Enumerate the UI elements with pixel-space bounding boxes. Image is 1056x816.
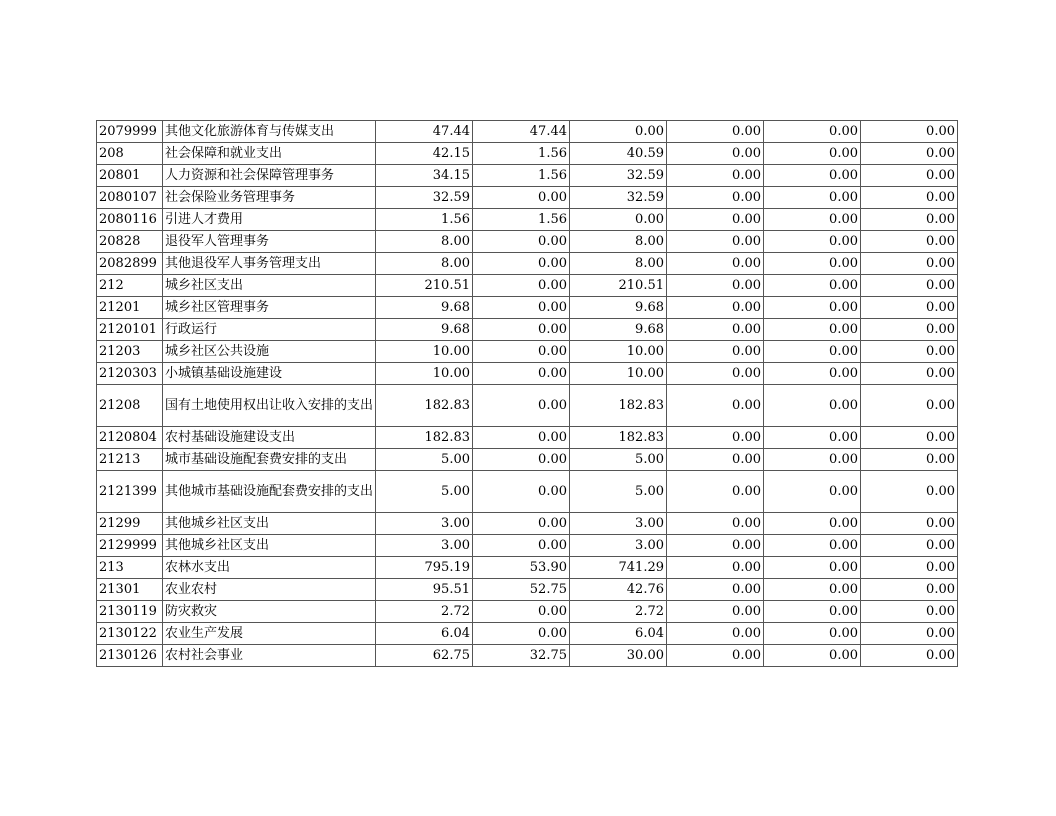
- amount-cell: 0.00: [764, 341, 861, 363]
- amount-cell: 0.00: [667, 253, 764, 275]
- subject-name-cell: 防灾救灾: [163, 601, 376, 623]
- amount-cell: 5.00: [376, 471, 473, 513]
- amount-cell: 0.00: [764, 601, 861, 623]
- budget-table: [96, 120, 958, 667]
- amount-cell: 47.44: [473, 121, 570, 143]
- amount-cell: 0.00: [667, 535, 764, 557]
- amount-cell: 0.00: [667, 121, 764, 143]
- amount-cell: 5.00: [570, 471, 667, 513]
- amount-cell: 0.00: [861, 385, 958, 427]
- subject-code-cell: 2120303: [97, 363, 163, 385]
- amount-cell: 2.72: [570, 601, 667, 623]
- amount-cell: 0.00: [861, 513, 958, 535]
- table-row: [97, 187, 958, 209]
- amount-cell: 0.00: [667, 209, 764, 231]
- amount-cell: 0.00: [764, 513, 861, 535]
- amount-cell: 182.83: [570, 385, 667, 427]
- amount-cell: 182.83: [376, 385, 473, 427]
- table-row: [97, 231, 958, 253]
- subject-code-cell: 2080107: [97, 187, 163, 209]
- amount-cell: 0.00: [764, 297, 861, 319]
- amount-cell: 0.00: [570, 209, 667, 231]
- subject-code-cell: 2130119: [97, 601, 163, 623]
- amount-cell: 8.00: [570, 231, 667, 253]
- amount-cell: 0.00: [764, 121, 861, 143]
- amount-cell: 34.15: [376, 165, 473, 187]
- subject-name-cell: 小城镇基础设施建设: [163, 363, 376, 385]
- amount-cell: 0.00: [667, 319, 764, 341]
- amount-cell: 62.75: [376, 645, 473, 667]
- table-row: [97, 143, 958, 165]
- amount-cell: 0.00: [861, 449, 958, 471]
- subject-name-cell: 其他城乡社区支出: [163, 513, 376, 535]
- amount-cell: 0.00: [667, 231, 764, 253]
- amount-cell: 0.00: [473, 601, 570, 623]
- amount-cell: 0.00: [667, 557, 764, 579]
- amount-cell: 6.04: [376, 623, 473, 645]
- subject-name-cell: 城乡社区公共设施: [163, 341, 376, 363]
- amount-cell: 8.00: [376, 231, 473, 253]
- amount-cell: 42.15: [376, 143, 473, 165]
- table-row: [97, 209, 958, 231]
- amount-cell: 0.00: [667, 275, 764, 297]
- amount-cell: 0.00: [764, 165, 861, 187]
- amount-cell: 30.00: [570, 645, 667, 667]
- amount-cell: 210.51: [570, 275, 667, 297]
- subject-code-cell: 208: [97, 143, 163, 165]
- amount-cell: 0.00: [570, 121, 667, 143]
- amount-cell: 0.00: [667, 623, 764, 645]
- amount-cell: 0.00: [473, 513, 570, 535]
- amount-cell: 0.00: [473, 231, 570, 253]
- amount-cell: 0.00: [861, 427, 958, 449]
- subject-code-cell: 2080116: [97, 209, 163, 231]
- amount-cell: 0.00: [861, 363, 958, 385]
- subject-code-cell: 212: [97, 275, 163, 297]
- amount-cell: 40.59: [570, 143, 667, 165]
- subject-name-cell: 社会保障和就业支出: [163, 143, 376, 165]
- table-row: [97, 253, 958, 275]
- amount-cell: 47.44: [376, 121, 473, 143]
- subject-code-cell: 21301: [97, 579, 163, 601]
- subject-name-cell: 其他文化旅游体育与传媒支出: [163, 121, 376, 143]
- table-row: [97, 645, 958, 667]
- table-row: [97, 297, 958, 319]
- subject-name-cell: 引进人才费用: [163, 209, 376, 231]
- amount-cell: 0.00: [764, 427, 861, 449]
- amount-cell: 0.00: [764, 209, 861, 231]
- subject-code-cell: 2130126: [97, 645, 163, 667]
- subject-code-cell: 21208: [97, 385, 163, 427]
- subject-name-cell: 农村社会事业: [163, 645, 376, 667]
- table-row: [97, 427, 958, 449]
- subject-name-cell: 人力资源和社会保障管理事务: [163, 165, 376, 187]
- subject-code-cell: 2120804: [97, 427, 163, 449]
- subject-name-cell: 社会保险业务管理事务: [163, 187, 376, 209]
- subject-code-cell: 20828: [97, 231, 163, 253]
- subject-code-cell: 2130122: [97, 623, 163, 645]
- amount-cell: 5.00: [376, 449, 473, 471]
- amount-cell: 2.72: [376, 601, 473, 623]
- amount-cell: 0.00: [861, 209, 958, 231]
- amount-cell: 0.00: [473, 535, 570, 557]
- amount-cell: 0.00: [861, 187, 958, 209]
- amount-cell: 9.68: [570, 319, 667, 341]
- subject-code-cell: 21299: [97, 513, 163, 535]
- amount-cell: 0.00: [667, 427, 764, 449]
- amount-cell: 0.00: [667, 471, 764, 513]
- amount-cell: 32.59: [570, 187, 667, 209]
- amount-cell: 3.00: [376, 535, 473, 557]
- table-row: [97, 121, 958, 143]
- amount-cell: 0.00: [667, 187, 764, 209]
- amount-cell: 0.00: [667, 385, 764, 427]
- amount-cell: 0.00: [861, 253, 958, 275]
- amount-cell: 0.00: [861, 535, 958, 557]
- amount-cell: 0.00: [764, 187, 861, 209]
- amount-cell: 9.68: [376, 297, 473, 319]
- subject-code-cell: 2082899: [97, 253, 163, 275]
- amount-cell: 0.00: [764, 363, 861, 385]
- amount-cell: 0.00: [667, 645, 764, 667]
- amount-cell: 0.00: [764, 645, 861, 667]
- amount-cell: 42.76: [570, 579, 667, 601]
- amount-cell: 0.00: [473, 449, 570, 471]
- amount-cell: 32.59: [376, 187, 473, 209]
- amount-cell: 0.00: [473, 187, 570, 209]
- amount-cell: 0.00: [764, 385, 861, 427]
- amount-cell: 0.00: [764, 535, 861, 557]
- amount-cell: 0.00: [861, 143, 958, 165]
- amount-cell: 6.04: [570, 623, 667, 645]
- table-row: [97, 535, 958, 557]
- table-row: [97, 601, 958, 623]
- amount-cell: 9.68: [570, 297, 667, 319]
- amount-cell: 0.00: [764, 449, 861, 471]
- amount-cell: 8.00: [376, 253, 473, 275]
- amount-cell: 0.00: [861, 579, 958, 601]
- amount-cell: 0.00: [861, 341, 958, 363]
- amount-cell: 0.00: [667, 297, 764, 319]
- amount-cell: 10.00: [570, 363, 667, 385]
- table-row: [97, 275, 958, 297]
- amount-cell: 0.00: [861, 645, 958, 667]
- amount-cell: 0.00: [473, 253, 570, 275]
- subject-name-cell: 农业农村: [163, 579, 376, 601]
- table-row: [97, 449, 958, 471]
- amount-cell: 10.00: [376, 341, 473, 363]
- subject-name-cell: 国有土地使用权出让收入安排的支出: [163, 385, 376, 427]
- subject-name-cell: 其他退役军人事务管理支出: [163, 253, 376, 275]
- amount-cell: 0.00: [764, 231, 861, 253]
- subject-name-cell: 城市基础设施配套费安排的支出: [163, 449, 376, 471]
- table-row: [97, 319, 958, 341]
- subject-name-cell: 农林水支出: [163, 557, 376, 579]
- amount-cell: 10.00: [376, 363, 473, 385]
- amount-cell: 0.00: [667, 513, 764, 535]
- subject-name-cell: 城乡社区支出: [163, 275, 376, 297]
- amount-cell: 182.83: [570, 427, 667, 449]
- amount-cell: 8.00: [570, 253, 667, 275]
- amount-cell: 0.00: [667, 165, 764, 187]
- amount-cell: 0.00: [667, 363, 764, 385]
- amount-cell: 0.00: [861, 121, 958, 143]
- amount-cell: 52.75: [473, 579, 570, 601]
- amount-cell: 32.75: [473, 645, 570, 667]
- subject-name-cell: 农业生产发展: [163, 623, 376, 645]
- amount-cell: 0.00: [861, 297, 958, 319]
- amount-cell: 0.00: [473, 385, 570, 427]
- amount-cell: 0.00: [473, 363, 570, 385]
- amount-cell: 0.00: [861, 319, 958, 341]
- subject-code-cell: 2129999: [97, 535, 163, 557]
- amount-cell: 0.00: [473, 623, 570, 645]
- amount-cell: 32.59: [570, 165, 667, 187]
- amount-cell: 0.00: [764, 143, 861, 165]
- amount-cell: 182.83: [376, 427, 473, 449]
- amount-cell: 9.68: [376, 319, 473, 341]
- amount-cell: 0.00: [667, 341, 764, 363]
- subject-name-cell: 其他城乡社区支出: [163, 535, 376, 557]
- amount-cell: 0.00: [667, 143, 764, 165]
- table-row: [97, 623, 958, 645]
- subject-code-cell: 20801: [97, 165, 163, 187]
- amount-cell: 210.51: [376, 275, 473, 297]
- amount-cell: 3.00: [376, 513, 473, 535]
- amount-cell: 0.00: [764, 579, 861, 601]
- amount-cell: 10.00: [570, 341, 667, 363]
- amount-cell: 0.00: [764, 253, 861, 275]
- amount-cell: 0.00: [473, 341, 570, 363]
- amount-cell: 0.00: [861, 557, 958, 579]
- table-body: [97, 121, 958, 667]
- amount-cell: 1.56: [376, 209, 473, 231]
- table-row: [97, 579, 958, 601]
- table-row: [97, 165, 958, 187]
- amount-cell: 0.00: [764, 557, 861, 579]
- amount-cell: 741.29: [570, 557, 667, 579]
- subject-name-cell: 其他城市基础设施配套费安排的支出: [163, 471, 376, 513]
- amount-cell: 0.00: [473, 297, 570, 319]
- subject-code-cell: 21201: [97, 297, 163, 319]
- amount-cell: 0.00: [764, 275, 861, 297]
- amount-cell: 0.00: [764, 471, 861, 513]
- amount-cell: 95.51: [376, 579, 473, 601]
- table-row: [97, 513, 958, 535]
- amount-cell: 0.00: [861, 623, 958, 645]
- amount-cell: 0.00: [764, 319, 861, 341]
- amount-cell: 795.19: [376, 557, 473, 579]
- amount-cell: 0.00: [861, 471, 958, 513]
- amount-cell: 0.00: [473, 427, 570, 449]
- amount-cell: 1.56: [473, 209, 570, 231]
- amount-cell: 0.00: [861, 601, 958, 623]
- subject-name-cell: 城乡社区管理事务: [163, 297, 376, 319]
- amount-cell: 53.90: [473, 557, 570, 579]
- amount-cell: 3.00: [570, 513, 667, 535]
- amount-cell: 1.56: [473, 165, 570, 187]
- amount-cell: 0.00: [473, 471, 570, 513]
- amount-cell: 0.00: [764, 623, 861, 645]
- table-row: [97, 471, 958, 513]
- amount-cell: 0.00: [473, 275, 570, 297]
- subject-code-cell: 21203: [97, 341, 163, 363]
- amount-cell: 3.00: [570, 535, 667, 557]
- amount-cell: 0.00: [667, 601, 764, 623]
- amount-cell: 0.00: [473, 319, 570, 341]
- subject-code-cell: 21213: [97, 449, 163, 471]
- amount-cell: 0.00: [861, 231, 958, 253]
- table-row: [97, 341, 958, 363]
- table-row: [97, 385, 958, 427]
- amount-cell: 0.00: [861, 165, 958, 187]
- table-row: [97, 557, 958, 579]
- subject-name-cell: 行政运行: [163, 319, 376, 341]
- subject-code-cell: 2120101: [97, 319, 163, 341]
- amount-cell: 0.00: [667, 579, 764, 601]
- subject-code-cell: 213: [97, 557, 163, 579]
- amount-cell: 0.00: [861, 275, 958, 297]
- amount-cell: 5.00: [570, 449, 667, 471]
- subject-name-cell: 农村基础设施建设支出: [163, 427, 376, 449]
- subject-name-cell: 退役军人管理事务: [163, 231, 376, 253]
- subject-code-cell: 2079999: [97, 121, 163, 143]
- table-row: [97, 363, 958, 385]
- amount-cell: 1.56: [473, 143, 570, 165]
- subject-code-cell: 2121399: [97, 471, 163, 513]
- amount-cell: 0.00: [667, 449, 764, 471]
